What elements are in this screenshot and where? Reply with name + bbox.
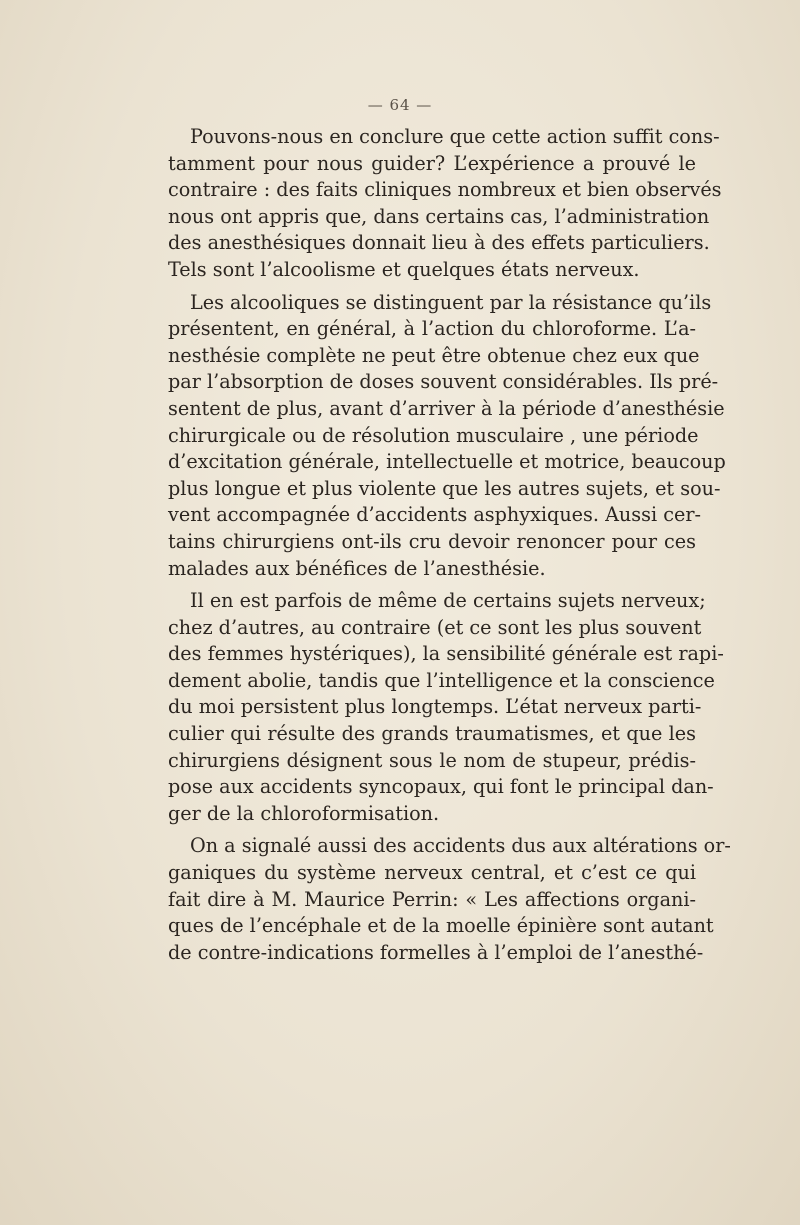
- text-line: pose aux accidents syncopaux, qui font le principal dan-: [168, 775, 714, 799]
- text-line: des anesthésiques donnait lieu à des effets particuliers.: [168, 231, 710, 255]
- text-line: Les alcooliques se distinguent par la résistance qu’ils: [190, 290, 712, 314]
- text-line: Il en est parfois de même de certains sujets nerveux;: [190, 589, 706, 613]
- text-line: ganiques du système nerveux central, et c’est ce qui: [168, 861, 696, 885]
- text-line: ger de la chloroformisation.: [168, 801, 440, 825]
- text-line: Tels sont l’alcoolisme et quelques états nerveux.: [168, 257, 640, 281]
- text-line: Pouvons-nous en conclure que cette action suffit cons-: [190, 125, 720, 148]
- text-line: vent accompagnée d’accidents asphyxiques. Aussi cer-: [168, 503, 701, 527]
- paragraph-2: [168, 290, 726, 583]
- text-line: de contre-indications formelles à l’emploi de l’anesthé-: [168, 940, 704, 964]
- text-line: plus longue et plus violente que les autres sujets, et sou-: [168, 476, 721, 500]
- text-line: des femmes hystériques), la sensibilité générale est rapi-: [168, 642, 724, 666]
- text-line: On a signalé aussi des accidents dus aux altérations or-: [190, 834, 731, 858]
- text-line: tains chirurgiens ont-ils cru devoir renoncer pour ces: [168, 529, 696, 553]
- text-line: ques de l’encéphale et de la moelle épinière sont autant: [168, 914, 714, 938]
- text-line: nous ont appris que, dans certains cas, l’administration: [168, 204, 710, 228]
- text-line: sentent de plus, avant d’arriver à la période d’anesthésie: [168, 396, 725, 420]
- text-line: chirurgiens désignent sous le nom de stupeur, prédis-: [168, 748, 696, 772]
- text-line: par l’absorption de doses souvent considérables. Ils pré-: [168, 370, 719, 394]
- text-line: présentent, en général, à l’action du chloroforme. L’a-: [168, 317, 696, 341]
- body-text: [168, 124, 731, 972]
- paragraph-1: [168, 124, 722, 284]
- text-line: dement abolie, tandis que l’intelligence et la conscience: [168, 668, 715, 692]
- text-line: contraire : des faits cliniques nombreux et bien observés: [168, 178, 722, 202]
- paragraph-3: [168, 588, 724, 827]
- text-line: malades aux bénéfices de l’anesthésie.: [168, 556, 546, 580]
- text-line: d’excitation générale, intellectuelle et motrice, beaucoup: [168, 450, 726, 474]
- text-line: du moi persistent plus longtemps. L’état nerveux parti-: [168, 695, 702, 719]
- text-line: culier qui résulte des grands traumatismes, et que les: [168, 722, 696, 746]
- page-number-header: — 64 —: [367, 96, 433, 114]
- paragraph-4: [168, 833, 731, 966]
- text-line: fait dire à M. Maurice Perrin: « Les affections organi-: [168, 887, 696, 911]
- text-line: chirurgicale ou de résolution musculaire , une période: [168, 423, 699, 447]
- text-line: nesthésie complète ne peut être obtenue chez eux que: [168, 343, 700, 367]
- text-line: chez d’autres, au contraire (et ce sont les plus souvent: [168, 615, 702, 639]
- text-line: tamment pour nous guider? L’expérience a prouvé le: [168, 151, 696, 175]
